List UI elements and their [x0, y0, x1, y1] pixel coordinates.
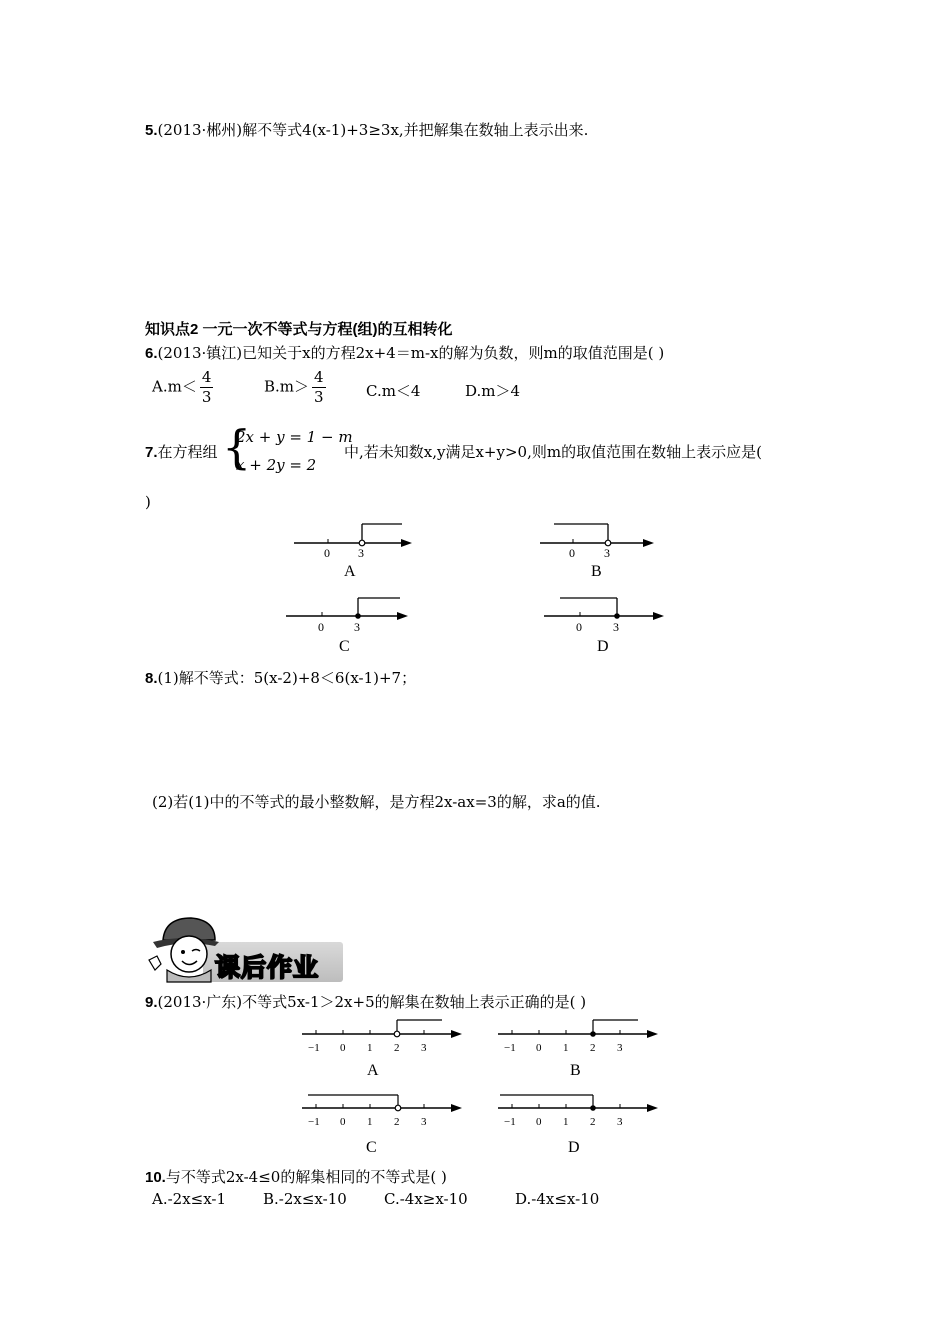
svg-text:1: 1 — [367, 1116, 373, 1128]
figure-letter: B — [570, 1062, 581, 1079]
svg-text:−1: −1 — [308, 1116, 320, 1128]
number-line-a — [288, 518, 418, 580]
figure-letter: A — [344, 563, 356, 580]
svg-text:0: 0 — [536, 1116, 542, 1128]
q9-number-line-a — [296, 1018, 466, 1082]
figure-letter: B — [591, 563, 602, 580]
svg-text:1: 1 — [563, 1042, 569, 1054]
question-text: (2013·镇江)已知关于x的方程2x+4＝m-x的解为负数，则m的取值范围是( ) — [157, 344, 665, 362]
tick-label-3: 3 — [604, 546, 610, 560]
option-a: A.m＜ $\frac{4}{3}$ — [152, 368, 212, 406]
option-b: B.m＞ $\frac{4}{3}$ — [264, 368, 324, 406]
q9-number-line-b — [492, 1018, 662, 1082]
tick-label-3: 3 — [358, 546, 364, 560]
question-text: (2013·郴州)解不等式4(x-1)+3≥3x,并把解集在数轴上表示出来. — [157, 121, 589, 139]
equation-1: 2x + y = 1 − m — [236, 428, 353, 446]
figure-letter: A — [367, 1062, 379, 1079]
question-number: 9. — [145, 994, 158, 1011]
figure-letter: C — [366, 1139, 377, 1156]
question-7-close: ) — [145, 493, 151, 511]
question-10: 10.与不等式2x-4≤0的解集相同的不等式是( ) — [145, 1168, 447, 1186]
question-number: 7. — [145, 444, 158, 461]
logo-text: 课后作业 — [215, 953, 320, 982]
svg-text:3: 3 — [421, 1042, 427, 1054]
question-7-intro: 7.在方程组 — [145, 443, 218, 461]
tick-label-0: 0 — [569, 546, 575, 560]
question-5 — [145, 119, 588, 140]
svg-text:−1: −1 — [308, 1042, 320, 1054]
question-6 — [145, 342, 664, 363]
svg-text:2: 2 — [394, 1042, 400, 1054]
question-7-text: 中,若未知数x,y满足x+y>0,则m的取值范围在数轴上表示应是( — [344, 443, 762, 461]
svg-text:0: 0 — [340, 1042, 346, 1054]
option-b: B.-2x≤x-10 — [263, 1190, 347, 1208]
option-a: A.-2x≤x-1 — [152, 1190, 227, 1208]
tick-label-3: 3 — [354, 620, 360, 634]
svg-text:3: 3 — [617, 1042, 623, 1054]
svg-text:2: 2 — [590, 1042, 596, 1054]
question-number: 6. — [145, 345, 158, 362]
tick-label-0: 0 — [318, 620, 324, 634]
homework-logo — [145, 912, 345, 984]
question-number: 8. — [145, 670, 158, 687]
option-c: C.m＜4 — [366, 382, 421, 400]
cartoon-boy-icon — [145, 912, 225, 984]
fraction: $\frac{4}{3}$ — [201, 368, 212, 406]
number-line-b — [534, 518, 664, 580]
svg-text:−1: −1 — [504, 1042, 516, 1054]
system-brace: { — [222, 420, 252, 474]
option-c: C.-4x≥x-10 — [384, 1190, 468, 1208]
option-d: D.m＞4 — [465, 382, 521, 400]
svg-text:1: 1 — [367, 1042, 373, 1054]
equation-2: x + 2y = 2 — [236, 456, 317, 474]
option-d: D.-4x≤x-10 — [515, 1190, 600, 1208]
svg-text:2: 2 — [590, 1116, 596, 1128]
figure-letter: C — [339, 638, 350, 655]
question-8-part1: 8.(1)解不等式：5(x-2)+8＜6(x-1)+7； — [145, 669, 417, 687]
figure-letter: D — [568, 1139, 580, 1156]
figure-letter: D — [597, 638, 609, 655]
number-line-c — [280, 593, 415, 657]
question-8-part2: (2)若(1)中的不等式的最小整数解，是方程2x-ax=3的解，求a的值. — [152, 793, 601, 811]
svg-text:3: 3 — [421, 1116, 427, 1128]
svg-text:3: 3 — [617, 1116, 623, 1128]
question-9: 9.(2013·广东)不等式5x-1＞2x+5的解集在数轴上表示正确的是( ) — [145, 993, 587, 1011]
svg-text:−1: −1 — [504, 1116, 516, 1128]
q9-number-line-c — [296, 1092, 466, 1158]
question-number: 10. — [145, 1169, 166, 1186]
fraction: $\frac{4}{3}$ — [314, 368, 324, 406]
svg-text:2: 2 — [394, 1116, 400, 1128]
tick-label-3: 3 — [613, 620, 619, 634]
tick-label-0: 0 — [324, 546, 330, 560]
svg-text:1: 1 — [563, 1116, 569, 1128]
question-number: 5. — [145, 122, 158, 139]
section-heading: 知识点2 一元一次不等式与方程(组)的互相转化 — [145, 321, 453, 338]
svg-text:0: 0 — [536, 1042, 542, 1054]
svg-text:0: 0 — [340, 1116, 346, 1128]
tick-label-0: 0 — [576, 620, 582, 634]
number-line-d — [540, 593, 670, 657]
q9-number-line-d — [492, 1092, 662, 1158]
